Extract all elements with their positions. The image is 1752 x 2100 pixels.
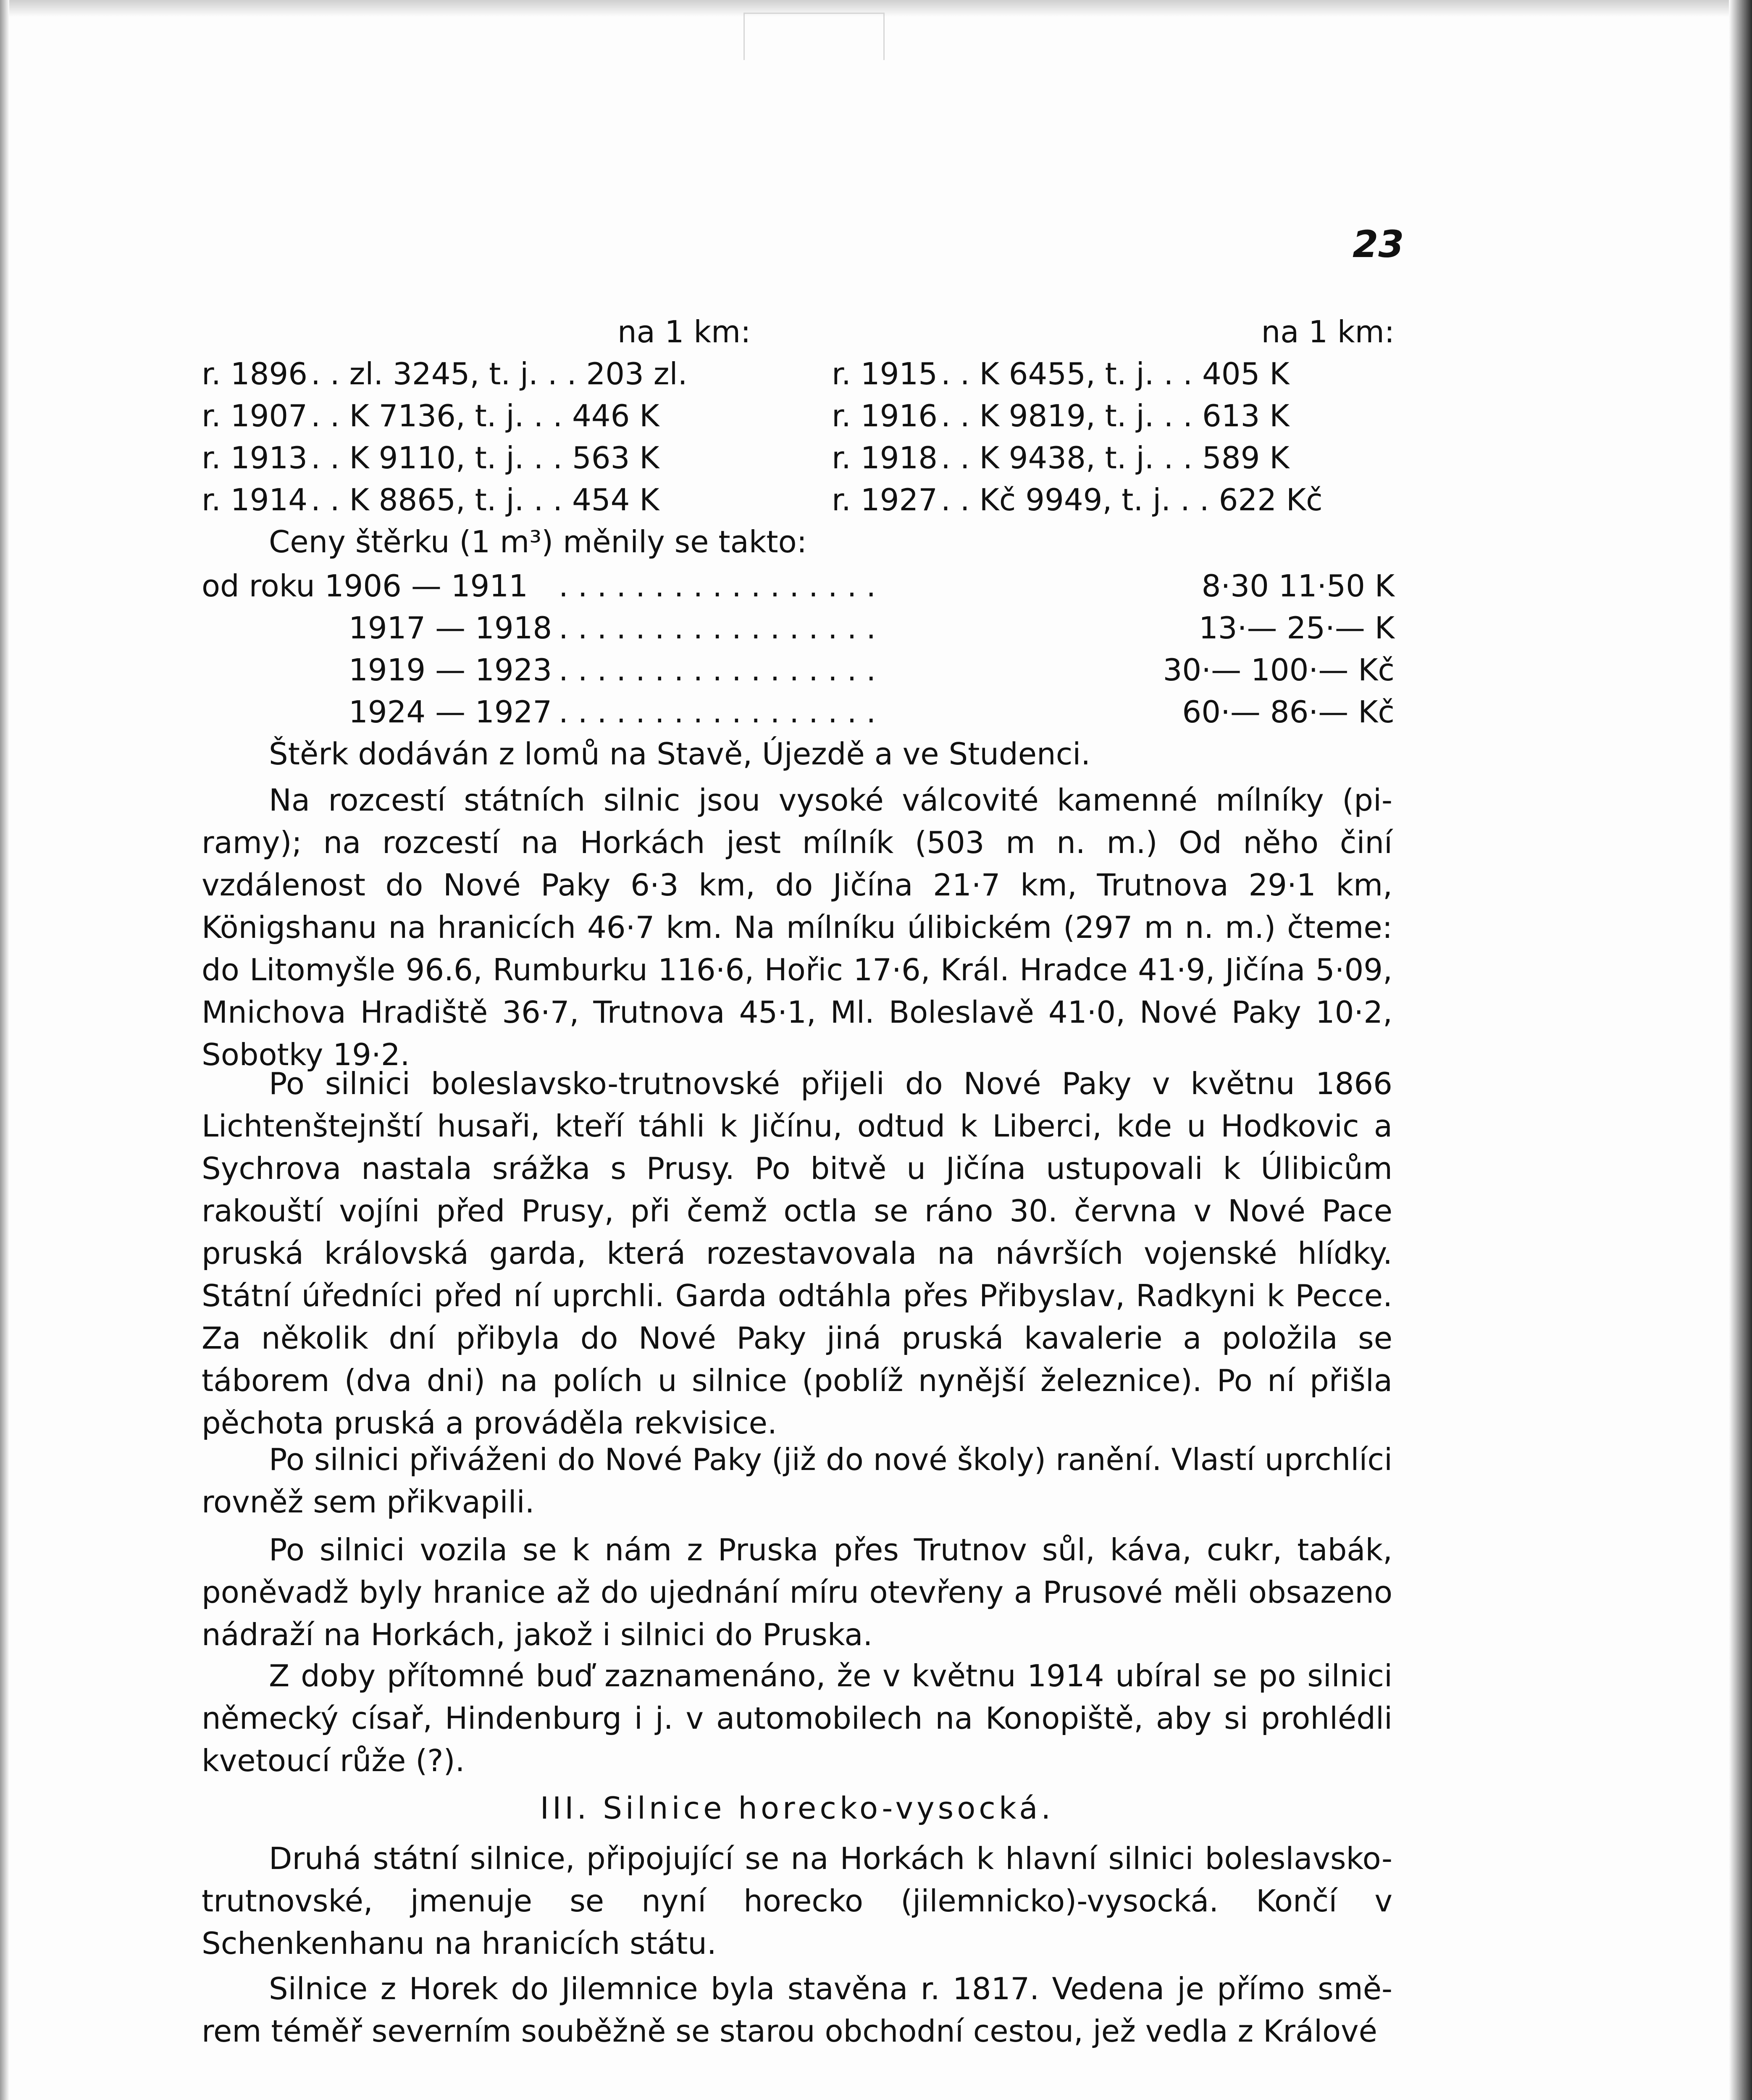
paragraph-trade: Po silnici vozila se k nám z Pruska přes Trutnov sůl, káva, cukr, tabák, poněvadž byly hranice až do ujednání míru otevřeny a Prusové měli obsazeno nádraží na Horkách, jakož i silnici do Pruska. (202, 1532, 1392, 1652)
gravel-label: 1924 — 1927 (349, 694, 552, 730)
paragraph-second-road: Druhá státní silnice, připojující se na Horkách k hlavní silnici boleslavsko-trutnovské, jmenuje se nyní horecko (jilemnicko)-vysocká. Končí v Schenkenhanu na hranicích státu. (202, 1841, 1392, 1961)
price-year: r. 1913 (202, 440, 307, 475)
price-amount: . . K 8865, t. j. . . 454 K (311, 482, 659, 517)
price-year: r. 1907 (202, 398, 307, 433)
price-year: r. 1916 (832, 398, 938, 433)
price-year: r. 1896 (202, 356, 307, 391)
paragraph-1866-war: Po silnici boleslavsko-trutnovské přijeli do Nové Paky v květnu 1866 Lichtenštejnští husaři, kteří táhli k Jičínu, odtud k Liberci, kde u Hodkovic a Sychrova nastala srážka s Prusy. Po bitvě u Jičína ustupovali k Úlibicům rakouští vojíni před Prusy, při čemž octla se ráno 30. června v Nové Pace pruská královská garda, která rozestavovala na návrších vojenské hlídky. Státní úředníci před ní uprchli. Garda odtáhla přes Přibyslav, Radkyni k Pecce. Za několik dní přibyla do Nové Paky jiná pruská kavalerie a položila se táborem (dva dni) na polích u silnice (poblíž nynější železnice). Po ní přišla pěchota pruská a prováděla rekvisice. (202, 1066, 1392, 1441)
gravel-label: 1917 — 1918 (349, 610, 552, 646)
gravel-label: 1919 — 1923 (349, 652, 552, 688)
gravel-dots: . . . . . . . . . . . . . . . . . (559, 610, 876, 646)
km-header-left: na 1 km: (617, 314, 751, 349)
price-amount: . . K 7136, t. j. . . 446 K (311, 398, 659, 433)
gravel-label: od roku 1906 — 1911 (202, 568, 528, 604)
section-heading: III. Silnice horecko-vysocká. (540, 1790, 1054, 1826)
price-amount: . . K 6455, t. j. . . 405 K (941, 356, 1290, 391)
price-amount: . . K 9438, t. j. . . 589 K (941, 440, 1290, 475)
gravel-dots: . . . . . . . . . . . . . . . . . (559, 652, 876, 688)
paragraph-1914: Z doby přítomné buď zaznamenáno, že v květnu 1914 ubíral se po silnici německý císař, Hindenburg i j. v automobilech na Konopiště, aby si prohlédli kvetoucí růže (?). (202, 1658, 1392, 1778)
price-year: r. 1927 (832, 482, 938, 517)
gravel-values: 30·— 100·— Kč (1163, 652, 1395, 688)
price-year: r. 1915 (832, 356, 938, 391)
page-number: 23 (1353, 223, 1404, 266)
price-year: r. 1918 (832, 440, 938, 475)
price-amount: . . K 9110, t. j. . . 563 K (311, 440, 659, 475)
paragraph-milestones: Na rozcestí státních silnic jsou vysoké válcovité kamenné mílníky (piramy); na rozcestí na Horkách jest mílník (503 m n. m.) Od něho činí vzdálenost do Nové Paky 6·3 km, do Jičína 21·7 km, Trutnova 29·1 km, Königshanu na hranicích 46·7 km. Na mílníku úlibickém (297 m n. m.) čteme: do Litomyšle 96.6, Rumburku 116·6, Hořic 17·6, Král. Hradce 41·9, Jičína 5·09, Mnichova Hradiště 36·7, Trutnova 45·1, Ml. Boleslavě 41·0, Nové Paky 10·2, Sobotky 19·2. (202, 782, 1392, 1072)
gravel-values: 13·— 25·— K (1199, 610, 1395, 646)
price-amount: . . zl. 3245, t. j. . . 203 zl. (311, 356, 688, 391)
gravel-dots: . . . . . . . . . . . . . . . . . (559, 694, 876, 730)
scan-edge-right (1729, 0, 1752, 2100)
price-year: r. 1914 (202, 482, 307, 517)
gravel-values: 60·— 86·— Kč (1182, 694, 1395, 730)
paragraph-jilemnice-road: Silnice z Horek do Jilemnice byla stavěna r. 1817. Vedena je přímo směrem téměř severním souběžně se starou obchodní cestou, jež vedla z Králové (202, 1971, 1392, 2049)
scan-edge-left (0, 0, 9, 2100)
price-amount: . . K 9819, t. j. . . 613 K (941, 398, 1290, 433)
gravel-dots: . . . . . . . . . . . . . . . . . (559, 568, 876, 604)
gravel-intro: Ceny štěrku (1 m³) měnily se takto: (269, 524, 807, 559)
gravel-source: Štěrk dodáván z lomů na Stavě, Újezdě a ve Studenci. (269, 736, 1091, 772)
price-amount: . . Kč 9949, t. j. . . 622 Kč (941, 482, 1323, 517)
gravel-values: 8·30 11·50 K (1201, 568, 1395, 604)
km-header-right: na 1 km: (1261, 314, 1395, 349)
library-stamp-mark (743, 13, 885, 60)
paragraph-wounded: Po silnici přiváženi do Nové Paky (již do nové školy) ranění. Vlastí uprchlíci rovněž sem přikvapili. (202, 1442, 1392, 1520)
